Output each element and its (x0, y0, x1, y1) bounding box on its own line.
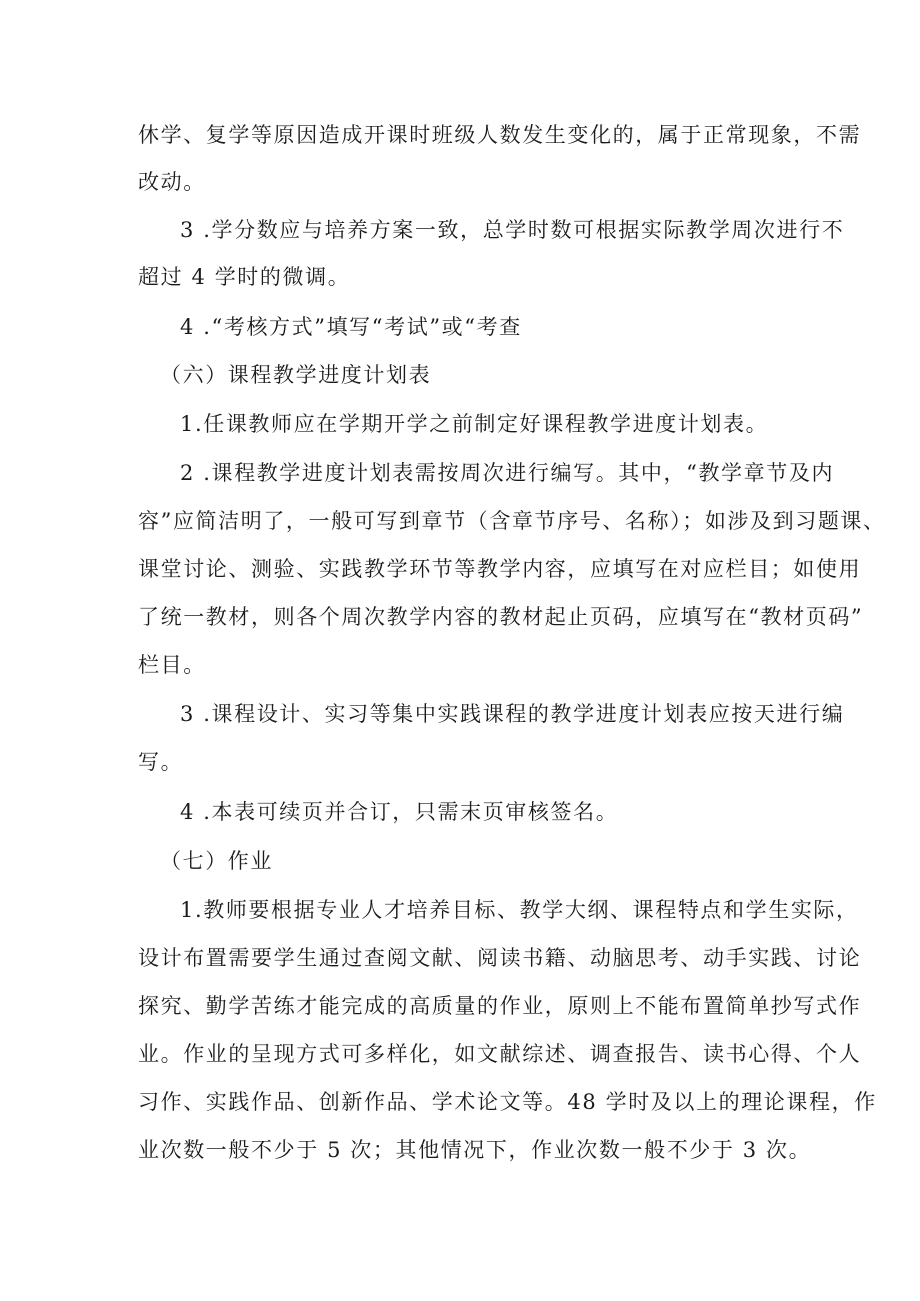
list-item-2: 2 .课程教学进度计划表需按周次进行编写。其中，“教学章节及内 (180, 461, 835, 485)
list-item-4: 4 .“考核方式”填写“考试”或“考查 (180, 315, 522, 339)
paragraph-line: 超过 4 学时的微调。 (138, 265, 351, 289)
section-heading-7: （七）作业 (160, 849, 273, 873)
paragraph-line: 了统一教材，则各个周次教学内容的教材起止页码，应填写在“教材页码” (138, 605, 864, 629)
paragraph-line: 设计布置需要学生通过查阅文献、阅读书籍、动脑思考、动手实践、讨论 (138, 946, 862, 970)
paragraph-line: 休学、复学等原因造成开课时班级人数发生变化的，属于正常现象，不需 (138, 123, 862, 147)
paragraph-line: 业。作业的呈现方式可多样化，如文献综述、调查报告、读书心得、个人 (138, 1042, 862, 1066)
paragraph-line: 栏目。 (138, 653, 206, 677)
paragraph-line: 容”应简洁明了，一般可写到章节（含章节序号、名称）；如涉及到习题课、 (138, 509, 886, 533)
paragraph-line: 业次数一般不少于 5 次；其他情况下，作业次数一般不少于 3 次。 (138, 1138, 812, 1162)
paragraph-line: 探究、勤学苦练才能完成的高质量的作业，原则上不能布置简单抄写式作 (138, 994, 862, 1018)
list-item-1: 1.任课教师应在学期开学之前制定好课程教学进度计划表。 (180, 412, 769, 436)
paragraph-line: 写。 (138, 750, 184, 774)
section-heading-6: （六）课程教学进度计划表 (160, 363, 432, 387)
paragraph-line: 课堂讨论、测验、实践教学环节等教学内容，应填写在对应栏目；如使用 (138, 557, 862, 581)
paragraph-line: 改动。 (138, 170, 206, 194)
list-item-4b: 4 .本表可续页并合订，只需末页审核签名。 (180, 800, 619, 824)
paragraph-line: 习作、实践作品、创新作品、学术论文等。48 学时及以上的理论课程，作 (138, 1090, 877, 1114)
list-item-3: 3 .学分数应与培养方案一致，总学时数可根据实际教学周次进行不 (180, 218, 845, 242)
list-item-1b: 1.教师要根据专业人才培养目标、教学大纲、课程特点和学生实际， (180, 898, 859, 922)
list-item-3b: 3 .课程设计、实习等集中实践课程的教学进度计划表应按天进行编 (180, 702, 845, 726)
